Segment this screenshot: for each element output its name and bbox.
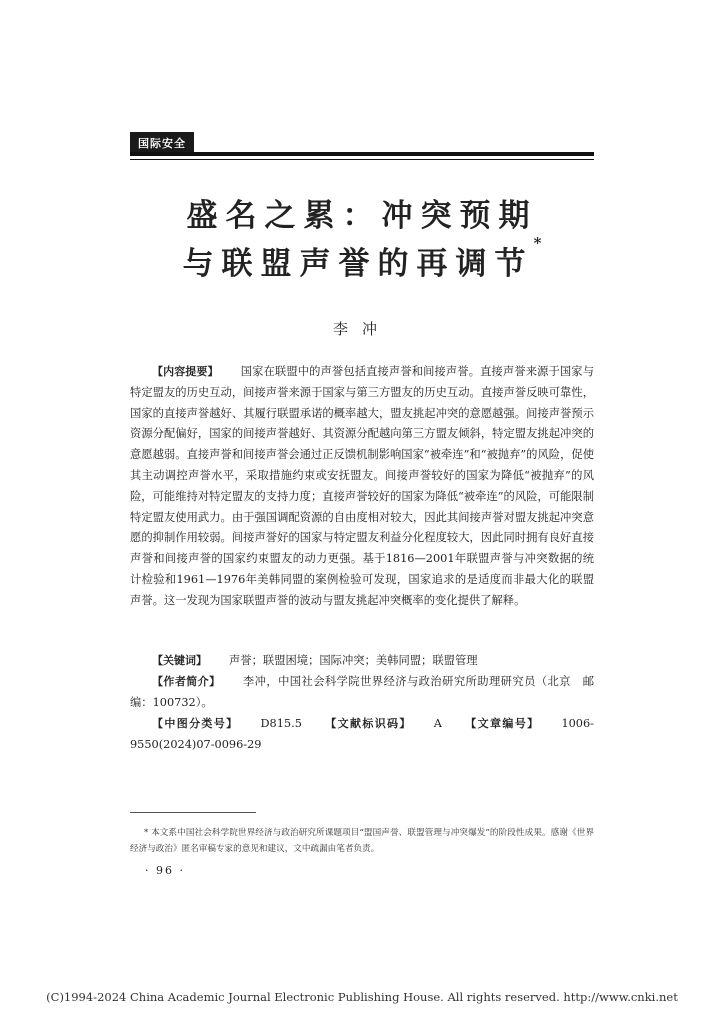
- author-info: [130, 672, 594, 714]
- article-number-value: 1006-9550(2024)07-0096-29: [130, 717, 595, 751]
- article-number-label: 【文章编号】: [463, 717, 540, 730]
- author-info-text: 李冲，中国社会科学院世界经济与政治研究所助理研究员（北京 邮编：100732）。: [130, 675, 594, 709]
- keywords: [130, 651, 594, 672]
- author-name: 李冲: [332, 320, 391, 338]
- doc-code-label: 【文献标识码】: [323, 717, 412, 730]
- doc-code-value: A: [433, 717, 442, 730]
- page-number: · 96 ·: [145, 864, 185, 877]
- footnote-rule: [130, 812, 256, 813]
- header-rule-thin: [130, 159, 594, 160]
- article-title-line-1: 盛名之累：冲突预期: [186, 198, 538, 234]
- keywords-label: 【关键词】: [152, 654, 207, 667]
- clc-value: D815.5: [260, 717, 302, 730]
- author-info-label: 【作者简介】: [152, 675, 221, 688]
- section-tag: 国际安全: [130, 132, 194, 154]
- footnote: * 本文系中国社会科学院世界经济与政治研究所课题项目“盟国声誉、联盟管理与冲突爆发”的阶段性成果。感谢《世界经济与政治》匿名审稿专家的意见和建议，文中疏漏由笔者负责。: [130, 828, 594, 854]
- copyright-notice: (C)1994-2024 China Academic Journal Electronic Publishing House. All rights reserved. http://www.cnki.net: [46, 990, 678, 1004]
- header-rule-thick: [130, 152, 594, 156]
- title-footnote-mark: *: [533, 234, 542, 252]
- classification: [130, 714, 594, 756]
- abstract: [130, 362, 594, 612]
- clc-label: 【中图分类号】: [152, 717, 239, 730]
- abstract-text: 国家在联盟中的声誉包括直接声誉和间接声誉。直接声誉来源于国家与特定盟友的历史互动，间接声誉来源于国家与第三方盟友的历史互动。直接声誉反映可靠性，国家的直接声誉越好、其履行联盟承诺的概率越大，盟友挑起冲突的意愿越强。间接声誉预示资源分配偏好，国家的间接声誉越好、其资源分配越向第三方盟友倾斜，特定盟友挑起冲突的意愿越弱。直接声誉和间接声誉会通过正反馈机制影响国家“被牵连”和“被抛弃”的风险，促使其主动调控声誉水平，采取措施约束或安抚盟友。间接声誉较好的国家为降低“被抛弃”的风险，可能维持对特定盟友的支持力度；直接声誉较好的国家为降低“被牵连”的风险，可能限制特定盟友使用武力。由于强国调配资源的自由度相对较大，因此其间接声誉对盟友挑起冲突意愿的抑制作用较弱。间接声誉好的国家与特定盟友利益分化程度较大，因此同时拥有良好直接声誉和间接声誉的国家约束盟友的动力更强。基于1816—2001年联盟声誉与冲突数据的统计检验和1961—1976年美韩同盟的案例检验可发现，国家追求的是适度而非最大化的联盟声誉。这一发现为国家联盟声誉的波动与盟友挑起冲突概率的变化提供了解释。: [130, 365, 594, 607]
- keywords-text: 声誉；联盟困境；国际冲突；美韩同盟；联盟管理: [229, 654, 478, 667]
- abstract-label: 【内容提要】: [152, 365, 219, 378]
- article-title-line-2: 与联盟声誉的再调节*: [182, 234, 542, 282]
